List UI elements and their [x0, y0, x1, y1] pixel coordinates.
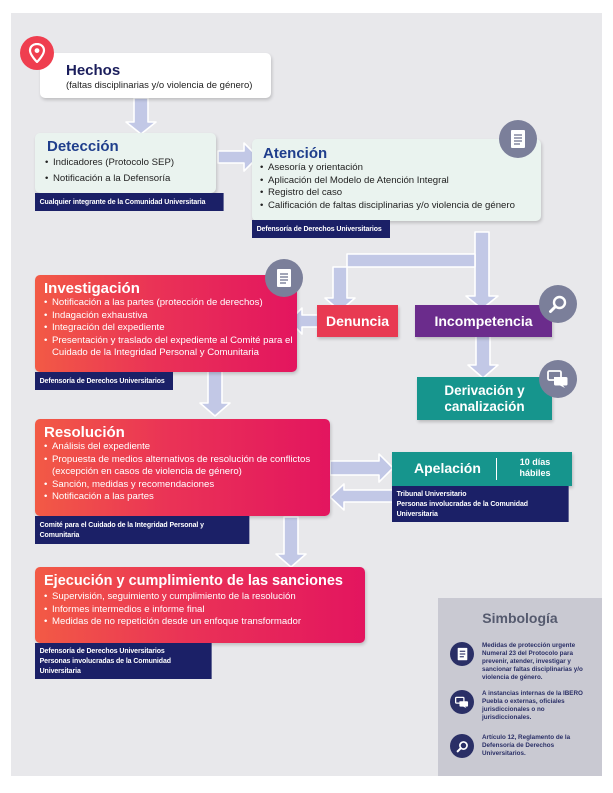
apelacion-days-2: hábiles: [519, 468, 551, 478]
investigacion-responsible: Defensoría de Derechos Universitarios: [35, 372, 173, 390]
deteccion-list: [45, 157, 215, 185]
ejecucion-list: [44, 591, 362, 629]
apelacion-responsible-1: Tribunal Universitario: [396, 489, 467, 498]
resolucion-title: Resolución: [44, 424, 125, 441]
atencion-responsible: Defensoría de Derechos Universitarios: [252, 220, 390, 238]
hechos-card: [40, 53, 271, 98]
arrow-hechos-deteccion: [126, 98, 156, 134]
arrow-incompetencia-derivacion: [468, 336, 498, 378]
list-item: • Notificación a las partes (protección de derechos): [44, 297, 294, 310]
list-item: • Sanción, medidas y recomendaciones: [44, 479, 326, 492]
list-item: • Presentación y traslado del expediente al Comité para el Cuidado de la Integridad Personal y Comunitaria: [44, 335, 294, 360]
legend-text-chat: A instancias internas de la IBERO Puebla o externas, oficiales jurisdiccionales o no jurisdiccionales.: [482, 690, 583, 721]
simbologia-title: Simbología: [482, 610, 558, 626]
derivacion-line1: Derivación y: [444, 382, 525, 398]
derivacion-box: [417, 377, 552, 420]
list-item: • Notificación a la Defensoría: [45, 173, 215, 186]
ejecucion-card: [35, 567, 365, 643]
list-item: • Integración del expediente: [44, 322, 294, 335]
incompetencia-box: Incompetencia: [415, 305, 552, 337]
resolucion-card: [35, 419, 330, 516]
denuncia-box: Denuncia: [317, 305, 398, 337]
document-icon: [265, 259, 303, 297]
apelacion-responsible: [392, 486, 569, 522]
derivacion-line2: canalización: [444, 398, 525, 414]
deteccion-card: [35, 133, 216, 193]
legend-text-magnifier: Artículo 12, Reglamento de la Defensoría de Derechos Universitarios.: [482, 734, 571, 757]
investigacion-list: [44, 297, 294, 360]
list-item: • Indagación exhaustiva: [44, 310, 294, 323]
location-pin-icon: [20, 36, 54, 70]
apelacion-label: Apelación: [414, 460, 481, 476]
deteccion-title: Detección: [47, 138, 119, 155]
list-item: • Registro del caso: [260, 187, 540, 200]
list-item: • Informes intermedios e informe final: [44, 604, 362, 617]
document-icon: [499, 120, 537, 158]
list-item: • Propuesta de medios alternativos de resolución de conflictos (excepción en casos de violencia de género): [44, 454, 326, 479]
resolucion-responsible: Comité para el Cuidado de la Integridad Personal y Comunitaria: [35, 516, 249, 544]
investigacion-card: [35, 275, 297, 372]
list-item: • Notificación a las partes: [44, 491, 326, 504]
apelacion-box: [392, 452, 572, 486]
list-item: • Aplicación del Modelo de Atención Integral: [260, 175, 540, 188]
atencion-title: Atención: [263, 145, 328, 162]
arrow-resolucion-ejecucion: [276, 517, 306, 567]
ejecucion-title: Ejecución y cumplimiento de las sanciones: [44, 573, 343, 589]
arrow-split-denuncia: [325, 254, 475, 311]
arrow-resolucion-apelacion: [330, 454, 393, 482]
apelacion-divider: [496, 458, 497, 480]
chat-bubbles-icon: [539, 360, 577, 398]
hechos-subtitle: (faltas disciplinarias y/o violencia de género): [66, 80, 253, 91]
list-item: • Supervisión, seguimiento y cumplimiento de la resolución: [44, 591, 362, 604]
apelacion-days-1: 10 días: [519, 457, 551, 467]
ejecucion-responsible-2: Personas involucradas de la Comunidad Universitaria: [39, 656, 171, 675]
apelacion-responsible-2: Personas involucradas de la Comunidad Universitaria: [396, 499, 528, 518]
arrow-atencion-split: [466, 232, 498, 309]
document-icon: [450, 642, 474, 666]
ejecucion-responsible: [35, 643, 212, 679]
investigacion-title: Investigación: [44, 280, 140, 297]
list-item: • Asesoría y orientación: [260, 162, 540, 175]
simbologia-legend: [438, 598, 602, 776]
chat-bubbles-icon: [450, 690, 474, 714]
list-item: • Calificación de faltas disciplinarias y/o violencia de género: [260, 200, 540, 213]
hechos-title: Hechos: [66, 62, 121, 79]
resolucion-list: [44, 441, 326, 504]
atencion-list: [260, 162, 540, 212]
ejecucion-responsible-1: Defensoría de Derechos Universitarios: [39, 646, 165, 655]
legend-text-document: Medidas de protección urgente Numeral 23 del Protocolo para prevenir, atender, investigar y sancionar faltas disciplinarias y/o violencia de género.: [482, 642, 583, 681]
deteccion-responsible: Cualquier integrante de la Comunidad Universitaria: [35, 193, 224, 211]
arrow-investigacion-resolucion: [200, 371, 230, 416]
list-item: • Medidas de no repetición desde un enfoque transformador: [44, 616, 362, 629]
list-item: • Indicadores (Protocolo SEP): [45, 157, 215, 170]
magnifier-icon: [539, 285, 577, 323]
magnifier-icon: [450, 734, 474, 758]
list-item: • Análisis del expediente: [44, 441, 326, 454]
atencion-card: [252, 139, 541, 221]
